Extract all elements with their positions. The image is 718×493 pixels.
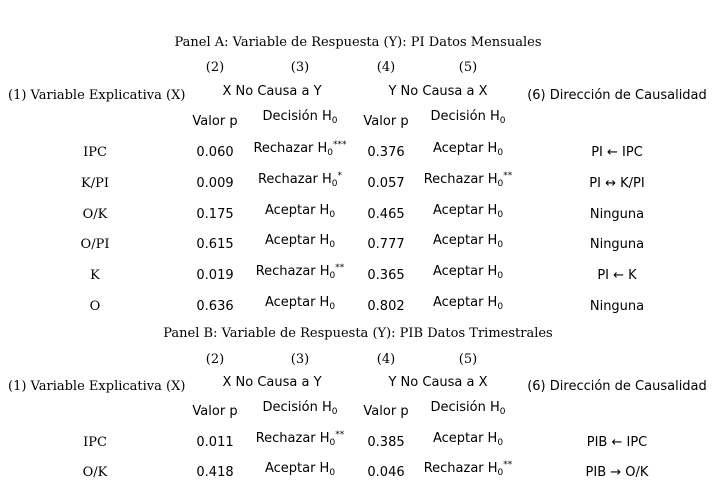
panel-a-col1-header: (1) Variable Explicativa (X) [8, 88, 186, 103]
row-pvalue-y-causes-x: 0.465 [367, 206, 405, 222]
row-pvalue-x-causes-y: 0.011 [196, 435, 234, 450]
row-decision-y-causes-x: Aceptar $H_0$ [432, 295, 504, 312]
panel-a-group2-header: Y No Causa a X [388, 84, 488, 99]
panel-b-col3-header: Decisión $H_0$ [262, 400, 338, 417]
row-decision-y-causes-x: Rechazar $H_0^{**}$ [423, 170, 513, 189]
row-decision-x-causes-y: Aceptar $H_0$ [264, 233, 336, 251]
row-variable: IPC [83, 145, 107, 160]
panel-b-col4-number: (4) [376, 352, 396, 367]
panel-b-group2-header: Y No Causa a X [388, 375, 488, 390]
row-pvalue-x-causes-y: 0.009 [196, 175, 234, 191]
row-pvalue-x-causes-y: 0.615 [196, 237, 234, 253]
panel-a-col5-header: Decisión $H_0$ [430, 109, 506, 126]
row-decision-x-causes-y: Aceptar $H_0$ [264, 461, 336, 478]
panel-a-col4-header: Valor p [363, 114, 409, 129]
row-variable: O/K [82, 465, 108, 480]
row-pvalue-y-causes-x: 0.376 [367, 145, 405, 160]
panel-a-col4-number: (4) [376, 60, 396, 75]
row-decision-y-causes-x: Rechazar $H_0^{**}$ [423, 460, 513, 478]
panel-a-group1-header: X No Causa a Y [222, 84, 322, 99]
row-pvalue-x-causes-y: 0.175 [196, 206, 234, 222]
row-pvalue-x-causes-y: 0.060 [196, 145, 234, 160]
panel-b-col4-header: Valor p [363, 404, 409, 419]
row-variable: K/PI [81, 175, 109, 191]
panel-a-col3-number: (3) [290, 60, 310, 75]
row-decision-y-causes-x: Aceptar $H_0$ [432, 141, 504, 158]
row-decision-x-causes-y: Rechazar $H_0^*$ [257, 170, 343, 189]
row-causality-direction: PI ← K [597, 268, 637, 284]
row-pvalue-x-causes-y: 0.418 [196, 465, 234, 480]
panel-b-col5-header: Decisión $H_0$ [430, 400, 506, 417]
row-pvalue-x-causes-y: 0.636 [196, 299, 234, 314]
row-pvalue-y-causes-x: 0.046 [367, 465, 405, 480]
row-causality-direction: PIB ← IPC [586, 435, 648, 450]
panel-b-col2-header: Valor p [192, 404, 238, 419]
row-pvalue-x-causes-y: 0.019 [196, 268, 234, 284]
panel-a-col3-header: Decisión $H_0$ [262, 109, 338, 126]
row-decision-x-causes-y: Rechazar $H_0^{**}$ [255, 263, 345, 282]
row-decision-y-causes-x: Aceptar $H_0$ [432, 202, 504, 220]
panel-a-col2-number: (2) [205, 60, 225, 75]
panel-a-col5-number: (5) [458, 60, 478, 75]
panel-b-col6-header: (6) Dirección de Causalidad [527, 379, 707, 394]
row-decision-y-causes-x: Aceptar $H_0$ [432, 264, 504, 282]
row-variable: O/PI [80, 237, 110, 253]
row-causality-direction: PI ↔ K/PI [589, 175, 645, 191]
panel-a-col2-header: Valor p [192, 114, 238, 129]
row-decision-x-causes-y: Aceptar $H_0$ [264, 202, 336, 220]
row-variable: K [90, 268, 100, 284]
row-variable: O/K [82, 206, 108, 222]
row-pvalue-y-causes-x: 0.385 [367, 435, 405, 450]
panel-b-col1-header: (1) Variable Explicativa (X) [8, 379, 186, 394]
row-causality-direction: PIB → O/K [585, 465, 649, 480]
panel-a-title: Panel A: Variable de Respuesta (Y): PI Datos Mensuales [174, 35, 542, 50]
row-decision-y-causes-x: Aceptar $H_0$ [432, 233, 504, 251]
panel-b-title: Panel B: Variable de Respuesta (Y): PIB Datos Trimestrales [163, 326, 553, 341]
row-decision-x-causes-y: Aceptar $H_0$ [264, 295, 336, 312]
row-causality-direction: Ninguna [589, 237, 645, 253]
panel-a-col6-header: (6) Dirección de Causalidad [527, 88, 707, 103]
row-pvalue-y-causes-x: 0.365 [367, 268, 405, 284]
row-causality-direction: PI ← IPC [591, 145, 643, 160]
row-pvalue-y-causes-x: 0.777 [367, 237, 405, 253]
row-variable: O [89, 299, 101, 314]
panel-b-col2-number: (2) [205, 352, 225, 367]
row-variable: IPC [83, 435, 107, 450]
row-decision-x-causes-y: Rechazar $H_0^{***}$ [253, 140, 347, 158]
panel-b-group1-header: X No Causa a Y [222, 375, 322, 390]
row-causality-direction: Ninguna [589, 299, 645, 314]
row-decision-y-causes-x: Aceptar $H_0$ [432, 431, 504, 448]
row-pvalue-y-causes-x: 0.802 [367, 299, 405, 314]
row-causality-direction: Ninguna [589, 206, 645, 222]
row-pvalue-y-causes-x: 0.057 [367, 175, 405, 191]
row-decision-x-causes-y: Rechazar $H_0^{**}$ [255, 430, 345, 448]
panel-b-col5-number: (5) [458, 352, 478, 367]
panel-b-col3-number: (3) [290, 352, 310, 367]
